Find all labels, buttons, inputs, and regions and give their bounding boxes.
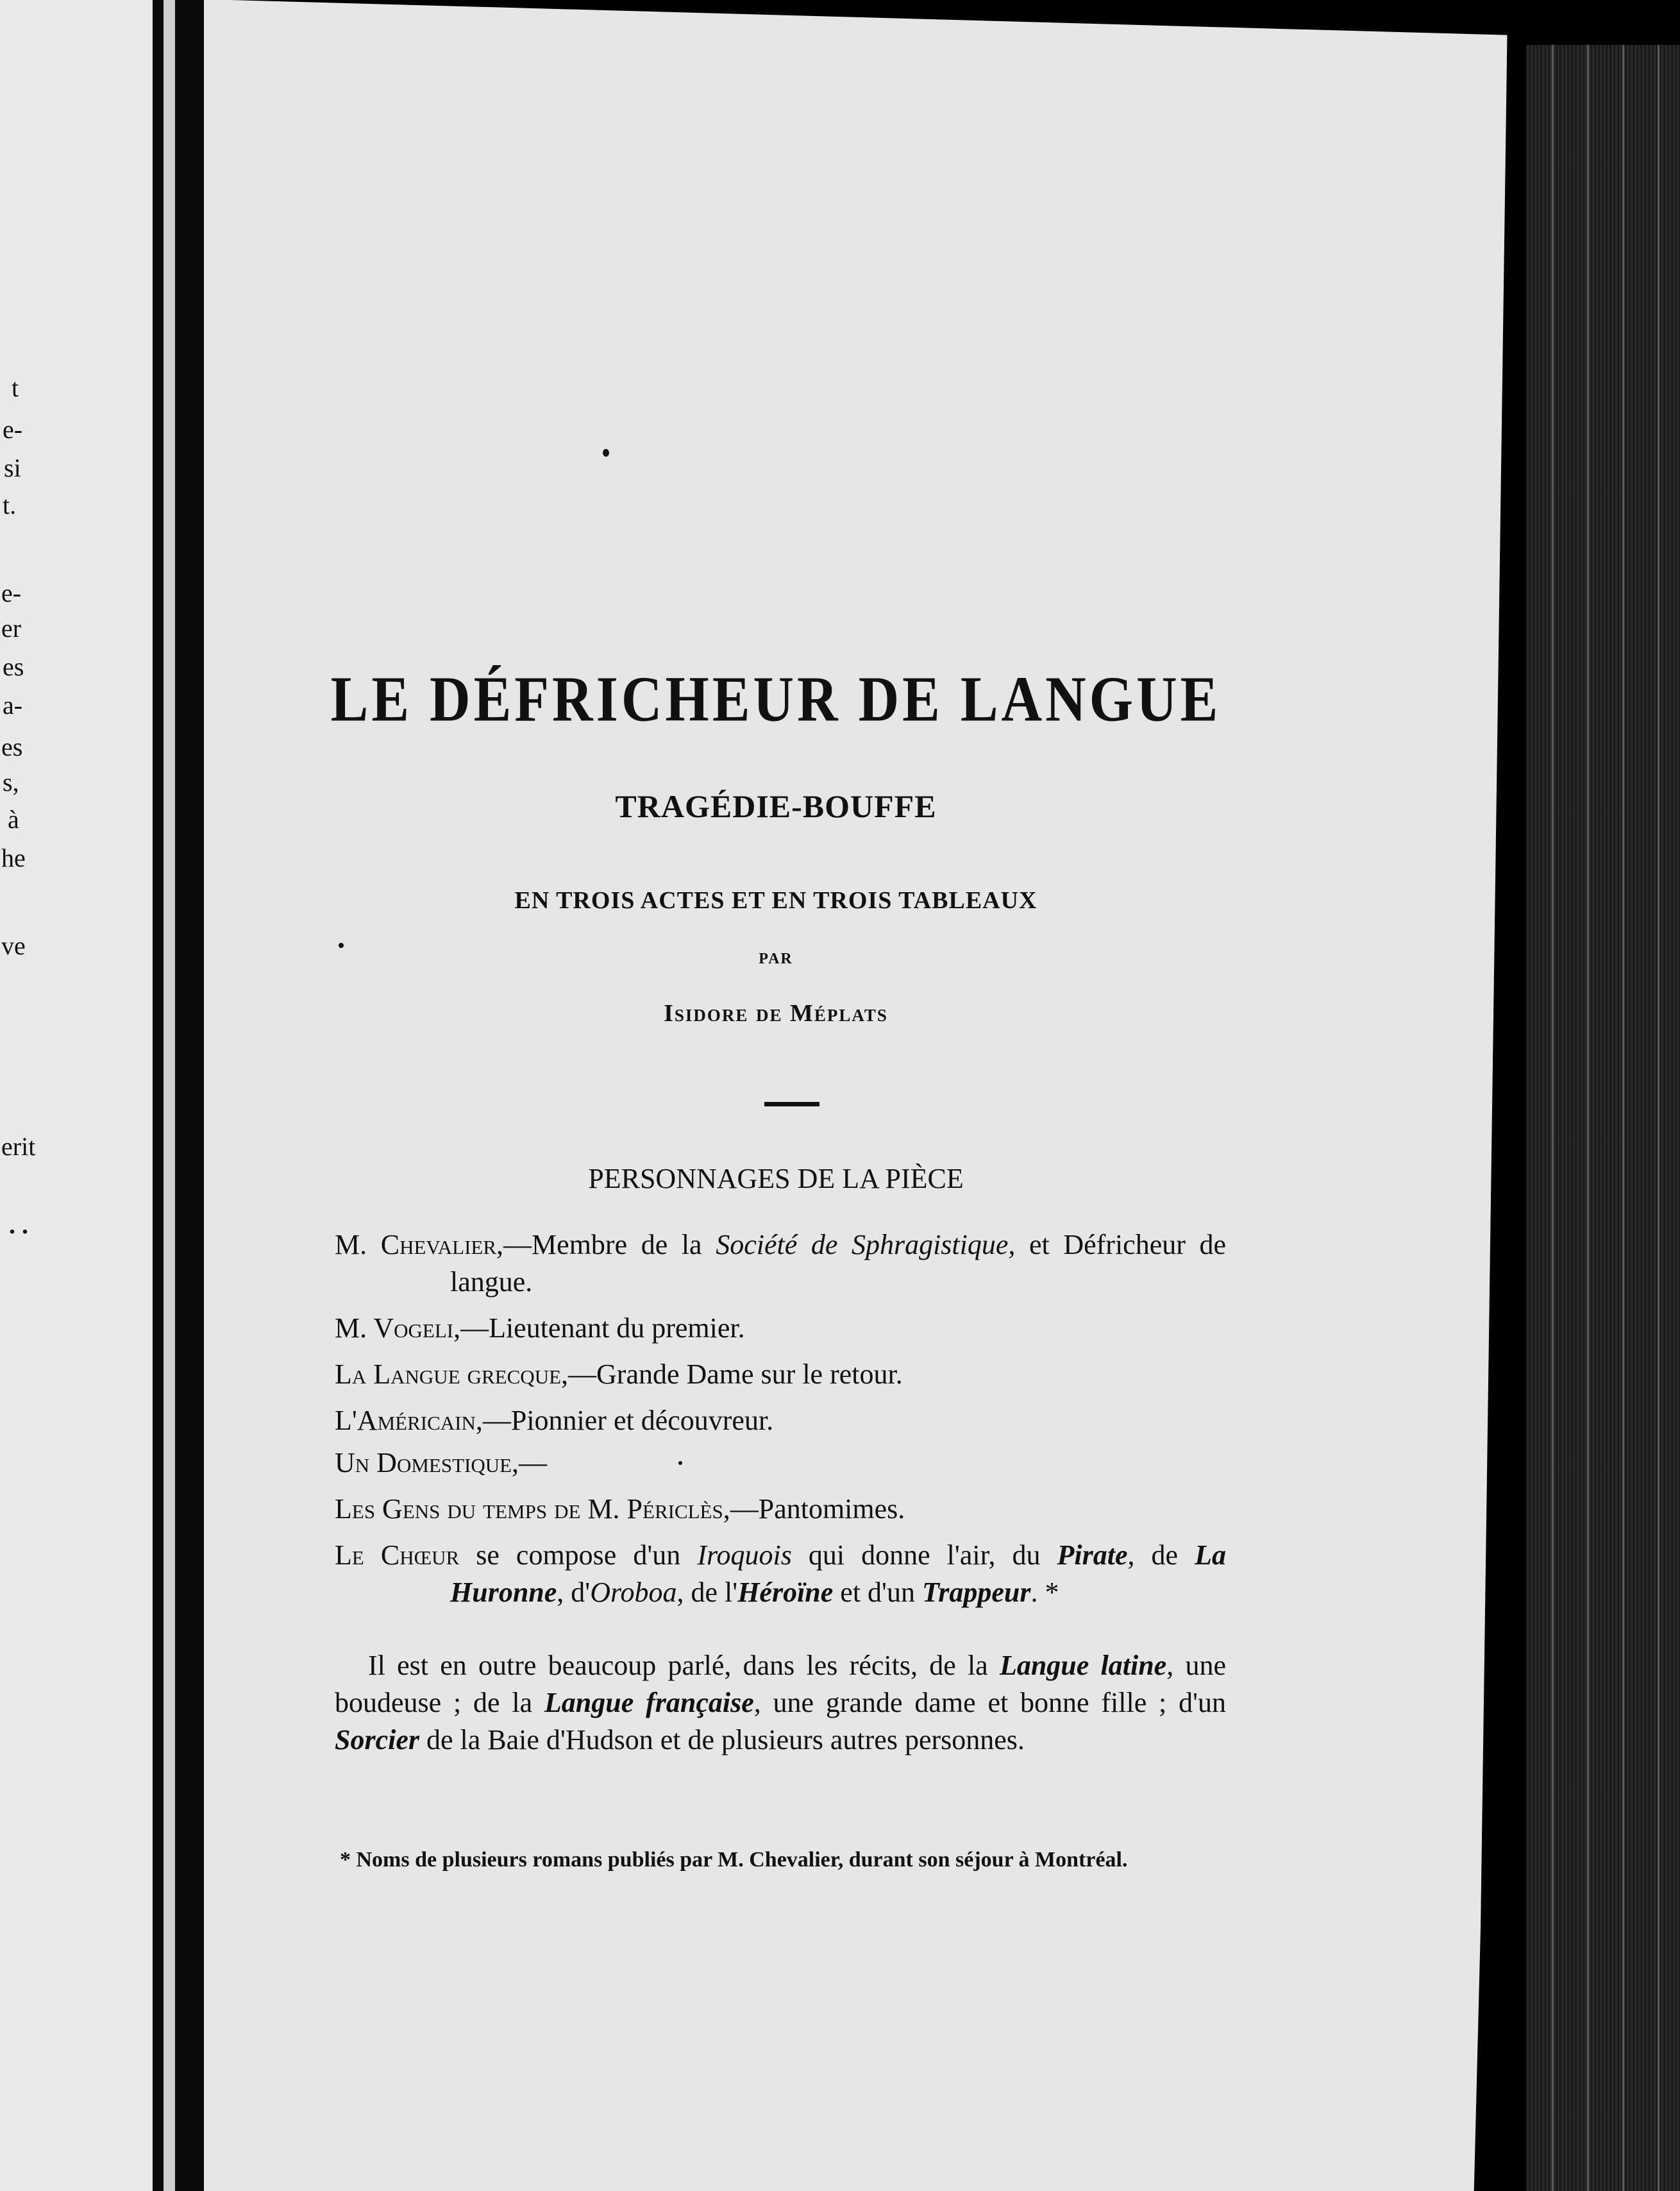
author-name: Isidore de Méplats — [664, 1000, 888, 1027]
character-description: —Grande Dame sur le retour. — [568, 1358, 903, 1390]
outro-text: Il est en outre beaucoup parlé, dans les récits, de la — [368, 1650, 1000, 1681]
additional-characters-paragraph — [335, 1647, 1226, 1759]
character-description: —Lieutenant du premier. — [460, 1312, 745, 1344]
facing-page-fragment: he — [1, 843, 26, 872]
character-name: Le Chœur — [335, 1539, 460, 1571]
character-description: — — [519, 1447, 548, 1478]
character-description: et Défricheur de langue. — [450, 1229, 1227, 1298]
paper-speck — [339, 943, 344, 948]
outro-text: , une boudeuse ; de la — [335, 1650, 1226, 1718]
by-label: PAR — [759, 951, 793, 967]
facing-page-edge — [0, 0, 153, 2191]
outro-text: de la Baie d'Hudson et de plusieurs autres personnes. — [419, 1724, 1025, 1755]
character-name: Un Domestique, — [335, 1447, 519, 1478]
facing-page-fragment: er — [1, 614, 22, 643]
facing-page-fragment: e- — [1, 579, 22, 607]
facing-page-fragment: e- — [3, 415, 23, 444]
character-name: M. Chevalier, — [335, 1229, 504, 1260]
facing-page-fragment: ve — [1, 931, 26, 960]
choeur-pirate: Pirate — [1057, 1539, 1128, 1571]
outro-text: , une grande dame et bonne fille ; d'un — [753, 1687, 1226, 1718]
choeur-trappeur: Trappeur — [921, 1577, 1031, 1608]
gutter-highlight — [164, 0, 175, 2191]
section-rule — [764, 1102, 819, 1106]
choeur-heroine: Héroïne — [737, 1577, 834, 1608]
character-entry — [335, 1537, 1226, 1611]
facing-page-fragment: t. — [3, 491, 17, 520]
outro-sorcier: Sorcier — [335, 1724, 419, 1755]
character-name: La Langue grecque, — [335, 1358, 569, 1390]
facing-page-fragment: . . — [9, 1210, 28, 1239]
choeur-text: et d'un — [833, 1577, 922, 1608]
facing-page-fragment: a- — [3, 691, 23, 720]
play-subtitle: TRAGÉDIE-BOUFFE — [615, 788, 937, 824]
character-entry — [335, 1226, 1226, 1301]
character-name: L'Américain, — [335, 1405, 483, 1436]
facing-page-fragment: es — [1, 732, 23, 761]
character-description-italic: Société de Sphragistique, — [716, 1229, 1016, 1260]
facing-page-fragment: erit — [1, 1132, 36, 1161]
facing-page-fragment: t — [12, 373, 19, 402]
character-list — [335, 1226, 1226, 1620]
choeur-huronne: La Huronne — [450, 1539, 1226, 1608]
choeur-text: . * — [1030, 1577, 1059, 1608]
facing-page-fragment: à — [8, 805, 19, 834]
choeur-text: se compose d'un — [459, 1539, 698, 1571]
book-fore-edge — [1526, 45, 1680, 2191]
footnote: * Noms de plusieurs romans publiés par M. Chevalier, durant son séjour à Montréal. — [340, 1848, 1128, 1872]
facing-page-fragment: s, — [3, 768, 19, 797]
play-acts: EN TROIS ACTES ET EN TROIS TABLEAUX — [514, 887, 1037, 914]
play-title: LE DÉFRICHEUR DE LANGUE — [330, 663, 1222, 736]
character-entry — [335, 1491, 1226, 1528]
edge-streak — [1658, 45, 1659, 2191]
character-name: M. Vogeli, — [335, 1312, 461, 1344]
paper-speck — [603, 449, 609, 457]
characters-heading: PERSONNAGES DE LA PIÈCE — [588, 1163, 964, 1194]
choeur-oroboa: Oroboa — [590, 1577, 677, 1608]
character-entry — [335, 1402, 1226, 1439]
book-gutter — [153, 0, 204, 2191]
character-entry — [335, 1444, 1226, 1482]
edge-streak — [1622, 45, 1624, 2191]
outro-langue-latine: Langue latine — [999, 1650, 1167, 1681]
choeur-text: , de l' — [676, 1577, 738, 1608]
character-entry — [335, 1356, 1226, 1393]
choeur-text: , d' — [557, 1577, 591, 1608]
facing-page-fragment: es — [3, 652, 24, 681]
character-entry — [335, 1310, 1226, 1347]
outro-langue-francaise: Langue française — [544, 1687, 754, 1718]
edge-streak — [1552, 45, 1554, 2191]
character-description: —Membre de la — [503, 1229, 716, 1260]
edge-streak — [1587, 45, 1589, 2191]
choeur-iroquois: Iroquois — [697, 1539, 792, 1571]
character-name: Les Gens du temps de M. Périclès, — [335, 1493, 730, 1525]
choeur-text: , de — [1127, 1539, 1195, 1571]
choeur-text: qui donne l'air, du — [791, 1539, 1057, 1571]
character-description: —Pantomimes. — [730, 1493, 905, 1525]
facing-page-fragment: si — [4, 453, 21, 482]
character-description: —Pionnier et découvreur. — [482, 1405, 774, 1436]
